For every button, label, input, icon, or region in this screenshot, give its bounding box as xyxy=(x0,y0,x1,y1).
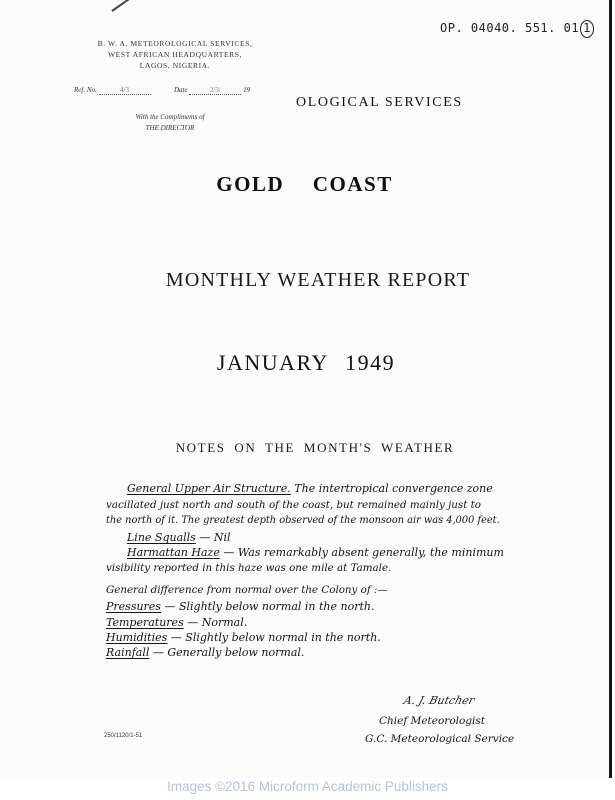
pen-mark xyxy=(111,0,150,12)
line-squalls-text: — Nil xyxy=(199,531,231,544)
harmattan-row xyxy=(127,546,504,559)
pressures-text: — Slightly below normal in the north. xyxy=(164,600,375,613)
line-squalls-heading: Line Squalls xyxy=(127,531,196,544)
date-label: Date xyxy=(174,86,188,94)
compliments-stamp-address xyxy=(80,38,270,71)
signatory-title: Chief Meteorologist xyxy=(379,715,486,727)
report-period: JANUARY 1949 xyxy=(216,350,396,375)
stamp-reference-row xyxy=(74,86,274,95)
rainfall-row xyxy=(106,646,304,659)
stamp-address-line: B. W. A. METEOROLOGICAL SERVICES, xyxy=(97,39,253,48)
rainfall-text: — Generally below normal. xyxy=(152,646,305,659)
harmattan-text: — Was remarkably absent generally, the minimum xyxy=(223,546,504,559)
upper-air-line-3: the north of it. The greatest depth observed of the monsoon air was 4,000 feet. xyxy=(106,515,500,526)
upper-air-text: The intertropical convergence zone xyxy=(294,482,493,495)
date-value: 2/3/ xyxy=(189,86,241,95)
pressures-row xyxy=(106,600,374,613)
report-title: MONTHLY WEATHER REPORT xyxy=(165,269,471,291)
archive-reference xyxy=(440,20,594,38)
handwritten-signature: A. J. Butcher xyxy=(402,694,476,707)
upper-air-line-2: vacillated just north and south of the coast, but remained mainly just to xyxy=(106,499,481,511)
ref-value: 4/3 xyxy=(99,86,151,95)
humidities-heading: Humidities xyxy=(106,631,168,644)
signatory-organization: G.C. Meteorological Service xyxy=(365,733,515,745)
ref-label: Ref. No. xyxy=(74,86,97,94)
harmattan-heading: Harmattan Haze xyxy=(127,546,220,559)
temperatures-row xyxy=(106,616,247,629)
compliments-line: THE DIRECTOR xyxy=(145,124,195,132)
notes-heading: NOTES ON THE MONTH'S WEATHER xyxy=(175,440,455,455)
humidities-row xyxy=(106,631,381,644)
line-squalls-row xyxy=(127,531,231,544)
pressures-heading: Pressures xyxy=(106,600,161,613)
harmattan-line-2: visibility reported in this haze was one mile at Tamale. xyxy=(106,562,392,574)
copyright-watermark: Images ©2016 Microform Academic Publishers xyxy=(167,779,448,794)
upper-air-heading: General Upper Air Structure. xyxy=(127,482,291,495)
date-year: 19 xyxy=(243,86,251,94)
stamp-address-line: LAGOS, NIGERIA. xyxy=(139,61,211,70)
compliments-line: With the Compliments of xyxy=(135,113,205,121)
print-code: 250/1120/1-51 xyxy=(104,733,143,739)
temperatures-text: — Normal. xyxy=(187,616,248,629)
humidities-text: — Slightly below normal in the north. xyxy=(170,631,381,644)
upper-air-line-1 xyxy=(127,482,493,495)
archive-reference-part: 1 xyxy=(580,20,594,38)
temperatures-heading: Temperatures xyxy=(106,616,184,629)
rainfall-heading: Rainfall xyxy=(106,646,150,659)
organization-heading: OLOGICAL SERVICES xyxy=(296,95,463,110)
general-intro: General difference from normal over the Colony of :— xyxy=(106,584,388,596)
archive-reference-code: OP. 04040. 551. 01 xyxy=(440,21,580,35)
colony-heading: GOLD COAST xyxy=(216,172,393,196)
stamp-compliments xyxy=(110,112,230,134)
stamp-address-line: WEST AFRICAN HEADQUARTERS, xyxy=(108,50,242,59)
